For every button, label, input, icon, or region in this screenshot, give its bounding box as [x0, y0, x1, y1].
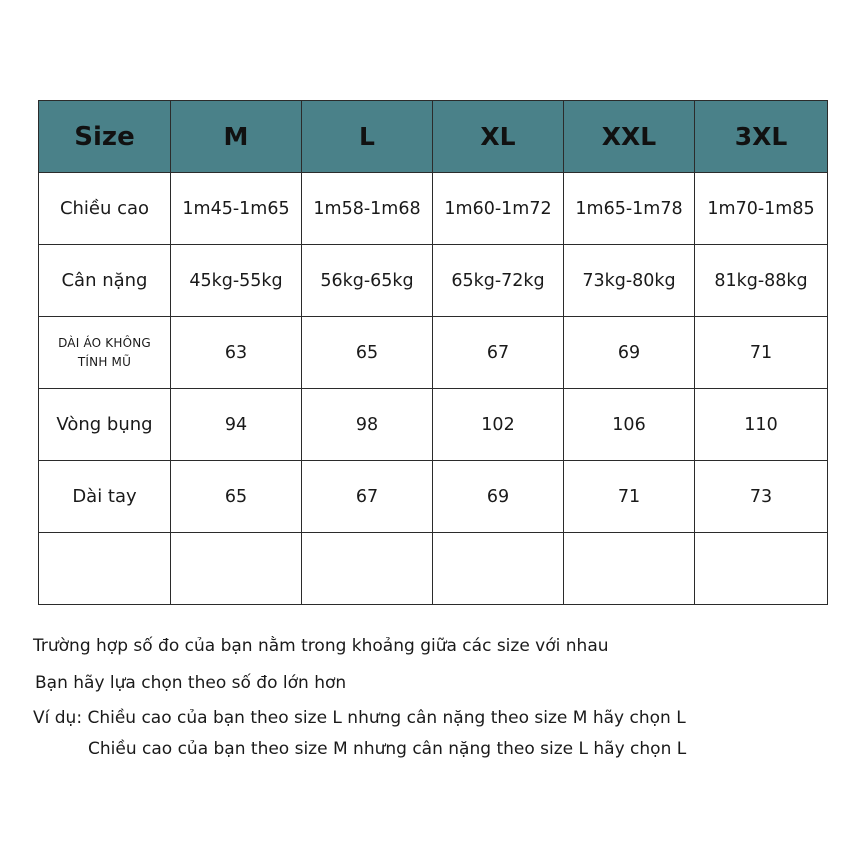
header-m: M — [171, 101, 302, 173]
table-cell: 94 — [171, 389, 302, 461]
table-cell — [302, 533, 433, 605]
table-row-empty — [39, 533, 828, 605]
table-cell — [433, 533, 564, 605]
table-cell: 73kg-80kg — [564, 245, 695, 317]
table-cell: 65 — [171, 461, 302, 533]
table-cell: 1m60-1m72 — [433, 173, 564, 245]
table-cell: 98 — [302, 389, 433, 461]
table-cell: 110 — [695, 389, 828, 461]
table-cell: 106 — [564, 389, 695, 461]
header-xxl: XXL — [564, 101, 695, 173]
table-cell: 1m45-1m65 — [171, 173, 302, 245]
row-label-length — [39, 317, 171, 389]
note-line: Trường hợp số đo của bạn nằm trong khoảng giữa các size với nhau — [33, 636, 609, 656]
table-cell — [39, 533, 171, 605]
table-cell: 73 — [695, 461, 828, 533]
table-cell: 102 — [433, 389, 564, 461]
note-line: Ví dụ: Chiều cao của bạn theo size L nhưng cân nặng theo size M hãy chọn L — [33, 708, 686, 728]
table-cell: 65 — [302, 317, 433, 389]
table-header-row — [39, 101, 828, 173]
header-3xl: 3XL — [695, 101, 828, 173]
table-cell: 63 — [171, 317, 302, 389]
table-row — [39, 389, 828, 461]
table-cell: 69 — [564, 317, 695, 389]
header-xl: XL — [433, 101, 564, 173]
note-line: Chiều cao của bạn theo size M nhưng cân nặng theo size L hãy chọn L — [88, 739, 687, 759]
table-cell: 71 — [564, 461, 695, 533]
row-label-waist: Vòng bụng — [39, 389, 171, 461]
row-label-height: Chiều cao — [39, 173, 171, 245]
table-row — [39, 245, 828, 317]
table-row — [39, 173, 828, 245]
table-cell: 69 — [433, 461, 564, 533]
header-size: Size — [39, 101, 171, 173]
header-l: L — [302, 101, 433, 173]
table-cell: 56kg-65kg — [302, 245, 433, 317]
table-cell: 65kg-72kg — [433, 245, 564, 317]
table-cell: 67 — [433, 317, 564, 389]
table-cell: 81kg-88kg — [695, 245, 828, 317]
table-cell: 45kg-55kg — [171, 245, 302, 317]
table-row — [39, 317, 828, 389]
table-cell: 1m70-1m85 — [695, 173, 828, 245]
row-label-length-line2: TÍNH MŨ — [77, 354, 132, 369]
table-cell: 1m65-1m78 — [564, 173, 695, 245]
table-cell: 67 — [302, 461, 433, 533]
table-row — [39, 461, 828, 533]
size-chart-table — [38, 100, 828, 605]
row-label-sleeve: Dài tay — [39, 461, 171, 533]
table-cell — [564, 533, 695, 605]
row-label-weight: Cân nặng — [39, 245, 171, 317]
row-label-length-line1: DÀI ÁO KHÔNG — [58, 335, 151, 350]
table-cell — [695, 533, 828, 605]
table-cell — [171, 533, 302, 605]
table-cell: 71 — [695, 317, 828, 389]
note-line: Bạn hãy lựa chọn theo số đo lớn hơn — [35, 673, 347, 693]
table-cell: 1m58-1m68 — [302, 173, 433, 245]
